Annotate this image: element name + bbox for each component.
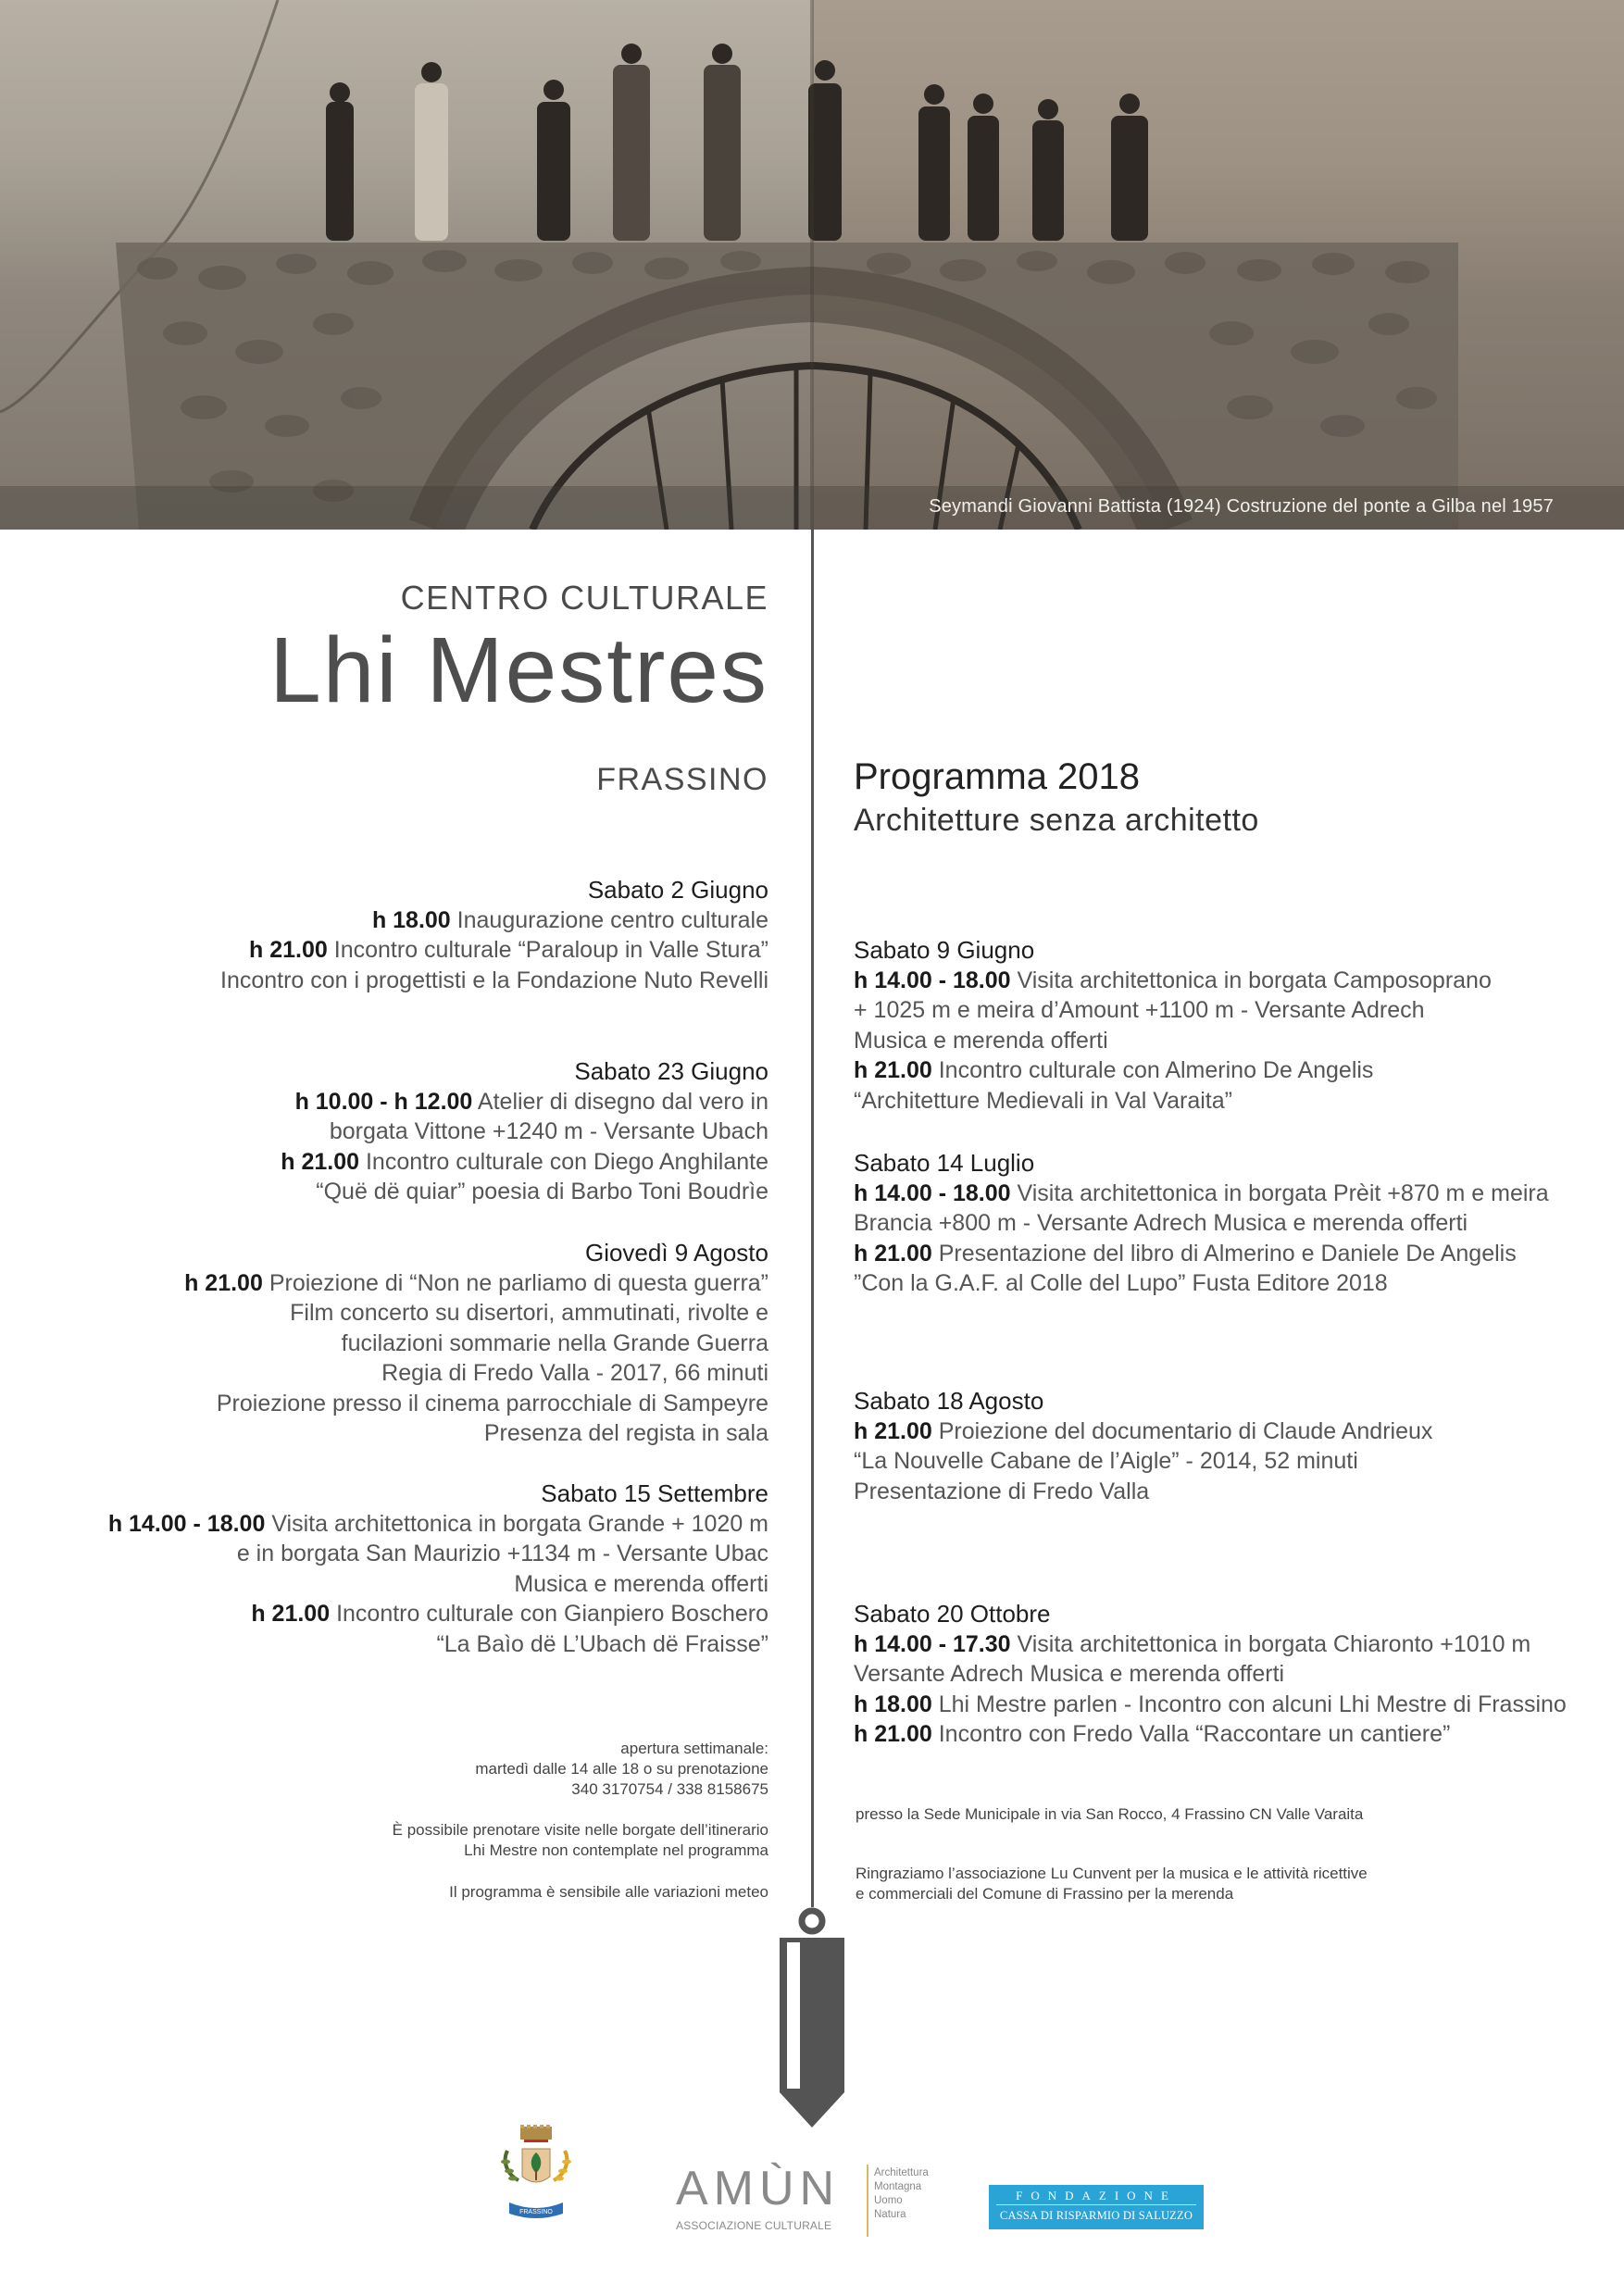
thanks-note <box>856 1864 1368 1904</box>
event-block <box>854 1386 1613 1506</box>
event-text: Musica e merenda offerti <box>854 1027 1108 1054</box>
event-line <box>854 1659 1613 1690</box>
event-line <box>854 1208 1613 1239</box>
header-photo <box>0 0 1624 530</box>
event-time: h 18.00 <box>371 906 451 933</box>
note-line: e commerciali del Comune di Frassino per la merenda <box>856 1885 1234 1903</box>
event-time: h 18.00 <box>854 1691 932 1717</box>
event-line <box>854 1086 1613 1117</box>
event-text: Incontro culturale “Paraloup in Valle Stura” <box>333 937 768 963</box>
event-date: Sabato 9 Giugno <box>854 936 1035 964</box>
title-place: FRASSINO <box>596 762 768 797</box>
event-line <box>854 1268 1613 1299</box>
event-line <box>65 1177 768 1207</box>
event-text: Brancia +800 m - Versante Adrech Musica e merenda offerti <box>854 1210 1468 1236</box>
event-line <box>854 1239 1613 1269</box>
event-text: Incontro culturale con Gianpiero Boschero <box>336 1601 768 1627</box>
event-time: h 10.00 - h 12.00 <box>294 1088 473 1115</box>
event-time: h 14.00 - 18.00 <box>854 967 1011 993</box>
event-time: h 21.00 <box>281 1148 360 1175</box>
event-text: Lhi Mestre parlen - Incontro con alcuni Lhi Mestre di Frassino <box>938 1691 1567 1717</box>
event-time: h 21.00 <box>249 937 328 963</box>
booking-note <box>393 1820 768 1861</box>
note-line: È possibile prenotare visite nelle borgate dell’itinerario <box>392 1821 768 1839</box>
event-text: “La Baìo dë L’Ubach dë Fraisse” <box>436 1630 768 1657</box>
event-line <box>65 1539 768 1569</box>
programme-subtitle: Architetture senza architetto <box>854 803 1259 838</box>
event-line <box>65 1358 768 1389</box>
event-text: “La Nouvelle Cabane de l’Aigle” - 2014, 52 minuti <box>854 1448 1358 1474</box>
event-line <box>65 1298 768 1329</box>
title-kicker: CENTRO CULTURALE <box>400 579 768 617</box>
event-text: Presenza del regista in sala <box>483 1420 768 1446</box>
event-text: fucilazioni sommarie nella Grande Guerra <box>341 1329 768 1356</box>
event-text: e in borgata San Maurizio +1134 m - Versante Ubac <box>236 1541 768 1566</box>
event-line <box>854 1690 1613 1720</box>
amun-tagline-line: Architettura <box>874 2167 929 2178</box>
opening-hours-note <box>475 1739 768 1800</box>
event-text: ”Con la G.A.F. al Colle del Lupo” Fusta Editore 2018 <box>854 1270 1388 1296</box>
amun-tagline-line: Natura <box>874 2209 906 2220</box>
event-text: Visita architettonica in borgata Chiaronto +1010 m <box>1017 1630 1531 1657</box>
comune-coat-of-arms-logo <box>496 2125 574 2227</box>
phone-numbers: 340 3170754 / 338 8158675 <box>571 1780 768 1798</box>
event-text: Regia di Fredo Valla - 2017, 66 minuti <box>381 1360 768 1386</box>
event-block <box>854 1599 1613 1750</box>
bridge-illustration <box>0 0 1624 530</box>
event-time: h 21.00 <box>854 1240 932 1267</box>
event-line <box>65 1389 768 1419</box>
event-text: Film concerto su disertori, ammutinati, rivolte e <box>290 1300 768 1326</box>
event-text: Musica e merenda offerti <box>514 1570 768 1597</box>
event-line <box>65 1329 768 1359</box>
coat-banner-text: FRASSINO <box>519 2209 553 2215</box>
event-text: Incontro culturale con Diego Anghilante <box>365 1148 768 1175</box>
event-block <box>65 1056 768 1207</box>
event-line <box>65 1117 768 1147</box>
event-text: Visita architettonica in borgata Grande + 1020 m <box>271 1510 768 1537</box>
event-date: Sabato 20 Ottobre <box>854 1600 1051 1628</box>
photo-caption: Seymandi Giovanni Battista (1924) Costruzione del ponte a Gilba nel 1957 <box>929 496 1554 517</box>
event-line <box>65 966 768 996</box>
event-text: “Architetture Medievali in Val Varaita” <box>854 1087 1232 1114</box>
fondazione-line2: CASSA DI RISPARMIO DI SALUZZO <box>999 2209 1193 2222</box>
event-text: Visita architettonica in borgata Prèit +870 m e meira <box>1017 1179 1549 1206</box>
plumb-bob-icon <box>774 1903 850 2129</box>
event-time: h 21.00 <box>854 1721 932 1747</box>
note-line: martedì dalle 14 alle 18 o su prenotazione <box>475 1760 768 1778</box>
event-line <box>854 1719 1613 1750</box>
event-block <box>854 935 1613 1116</box>
event-line <box>65 1268 768 1299</box>
event-block <box>65 1479 768 1659</box>
event-line <box>854 1026 1613 1056</box>
amun-divider <box>867 2165 868 2237</box>
event-line <box>854 1629 1613 1660</box>
event-date: Sabato 2 Giugno <box>587 876 768 904</box>
event-line <box>854 1477 1613 1507</box>
event-time: h 21.00 <box>854 1417 932 1444</box>
event-line <box>65 1418 768 1449</box>
event-block <box>854 1148 1613 1299</box>
amun-logo <box>676 2163 954 2242</box>
venue-note <box>856 1804 1363 1825</box>
event-line <box>65 1509 768 1540</box>
event-block <box>65 875 768 995</box>
event-text: Incontro con Fredo Valla “Raccontare un cantiere” <box>938 1721 1451 1747</box>
event-text: borgata Vittone +1240 m - Versante Ubach <box>329 1118 768 1144</box>
event-line <box>65 1087 768 1117</box>
event-line <box>65 1569 768 1600</box>
event-line <box>65 935 768 966</box>
event-text: Versante Adrech Musica e merenda offerti <box>854 1661 1285 1687</box>
event-time: h 21.00 <box>854 1057 932 1083</box>
fondazione-logo <box>989 2185 1204 2229</box>
fondazione-line1: FONDAZIONE <box>996 2185 1196 2205</box>
event-line <box>854 995 1613 1026</box>
event-text: Visita architettonica in borgata Camposoprano <box>1017 967 1492 993</box>
note-line: Il programma è sensibile alle variazioni meteo <box>449 1883 768 1901</box>
event-line <box>65 1147 768 1178</box>
amun-brand <box>676 2163 861 2233</box>
event-line <box>65 905 768 936</box>
event-block <box>65 1238 768 1449</box>
event-text: + 1025 m e meira d’Amount +1100 m - Versante Adrech <box>854 997 1425 1023</box>
title-name: Lhi Mestres <box>269 618 768 722</box>
event-time: h 14.00 - 17.30 <box>854 1630 1011 1657</box>
event-text: Proiezione presso il cinema parrocchiale di Sampeyre <box>216 1390 768 1416</box>
event-time: h 14.00 - 18.00 <box>107 1510 266 1537</box>
amun-wordmark: AMÙN <box>676 2162 841 2215</box>
event-text: “Quë dë quiar” poesia di Barbo Toni Boudrìe <box>316 1179 768 1204</box>
event-time: h 21.00 <box>251 1601 331 1627</box>
event-line <box>65 1599 768 1629</box>
event-date: Sabato 18 Agosto <box>854 1387 1044 1415</box>
programme-title: Programma 2018 <box>854 756 1141 797</box>
event-line <box>854 1055 1613 1086</box>
note-line: apertura settimanale: <box>620 1740 768 1757</box>
event-date: Sabato 14 Luglio <box>854 1149 1035 1177</box>
event-text: Presentazione di Fredo Valla <box>854 1478 1150 1504</box>
event-line <box>854 1416 1613 1447</box>
weather-note <box>449 1882 768 1903</box>
note-line: Ringraziamo l’associazione Lu Cunvent per la musica e le attività ricettive <box>856 1865 1368 1882</box>
event-text: Proiezione di “Non ne parliamo di questa guerra” <box>269 1269 768 1296</box>
center-divider <box>811 530 814 1907</box>
event-text: Incontro con i progettisti e la Fondazione Nuto Revelli <box>220 967 768 993</box>
event-line <box>854 1179 1613 1209</box>
event-line <box>854 1446 1613 1477</box>
event-text: Proiezione del documentario di Claude Andrieux <box>938 1417 1433 1444</box>
event-date: Sabato 15 Settembre <box>541 1479 768 1507</box>
amun-tagline <box>874 2166 929 2222</box>
amun-tagline-line: Montagna <box>874 2181 922 2192</box>
note-line: Lhi Mestre non contemplate nel programma <box>464 1841 768 1859</box>
event-time: h 21.00 <box>184 1269 263 1296</box>
event-date: Sabato 23 Giugno <box>574 1057 768 1085</box>
event-text: Inaugurazione centro culturale <box>456 906 768 933</box>
event-text: Atelier di disegno dal vero in <box>477 1088 768 1115</box>
amun-association-label: ASSOCIAZIONE CULTURALE <box>676 2219 832 2232</box>
event-text: Incontro culturale con Almerino De Angelis <box>938 1057 1374 1083</box>
event-time: h 14.00 - 18.00 <box>854 1179 1011 1206</box>
amun-tagline-line: Uomo <box>874 2195 903 2206</box>
event-date: Giovedì 9 Agosto <box>584 1239 768 1267</box>
note-line: presso la Sede Municipale in via San Rocco, 4 Frassino CN Valle Varaita <box>856 1805 1364 1823</box>
event-line <box>854 966 1613 996</box>
event-text: Presentazione del libro di Almerino e Daniele De Angelis <box>938 1240 1517 1267</box>
event-line <box>65 1629 768 1660</box>
